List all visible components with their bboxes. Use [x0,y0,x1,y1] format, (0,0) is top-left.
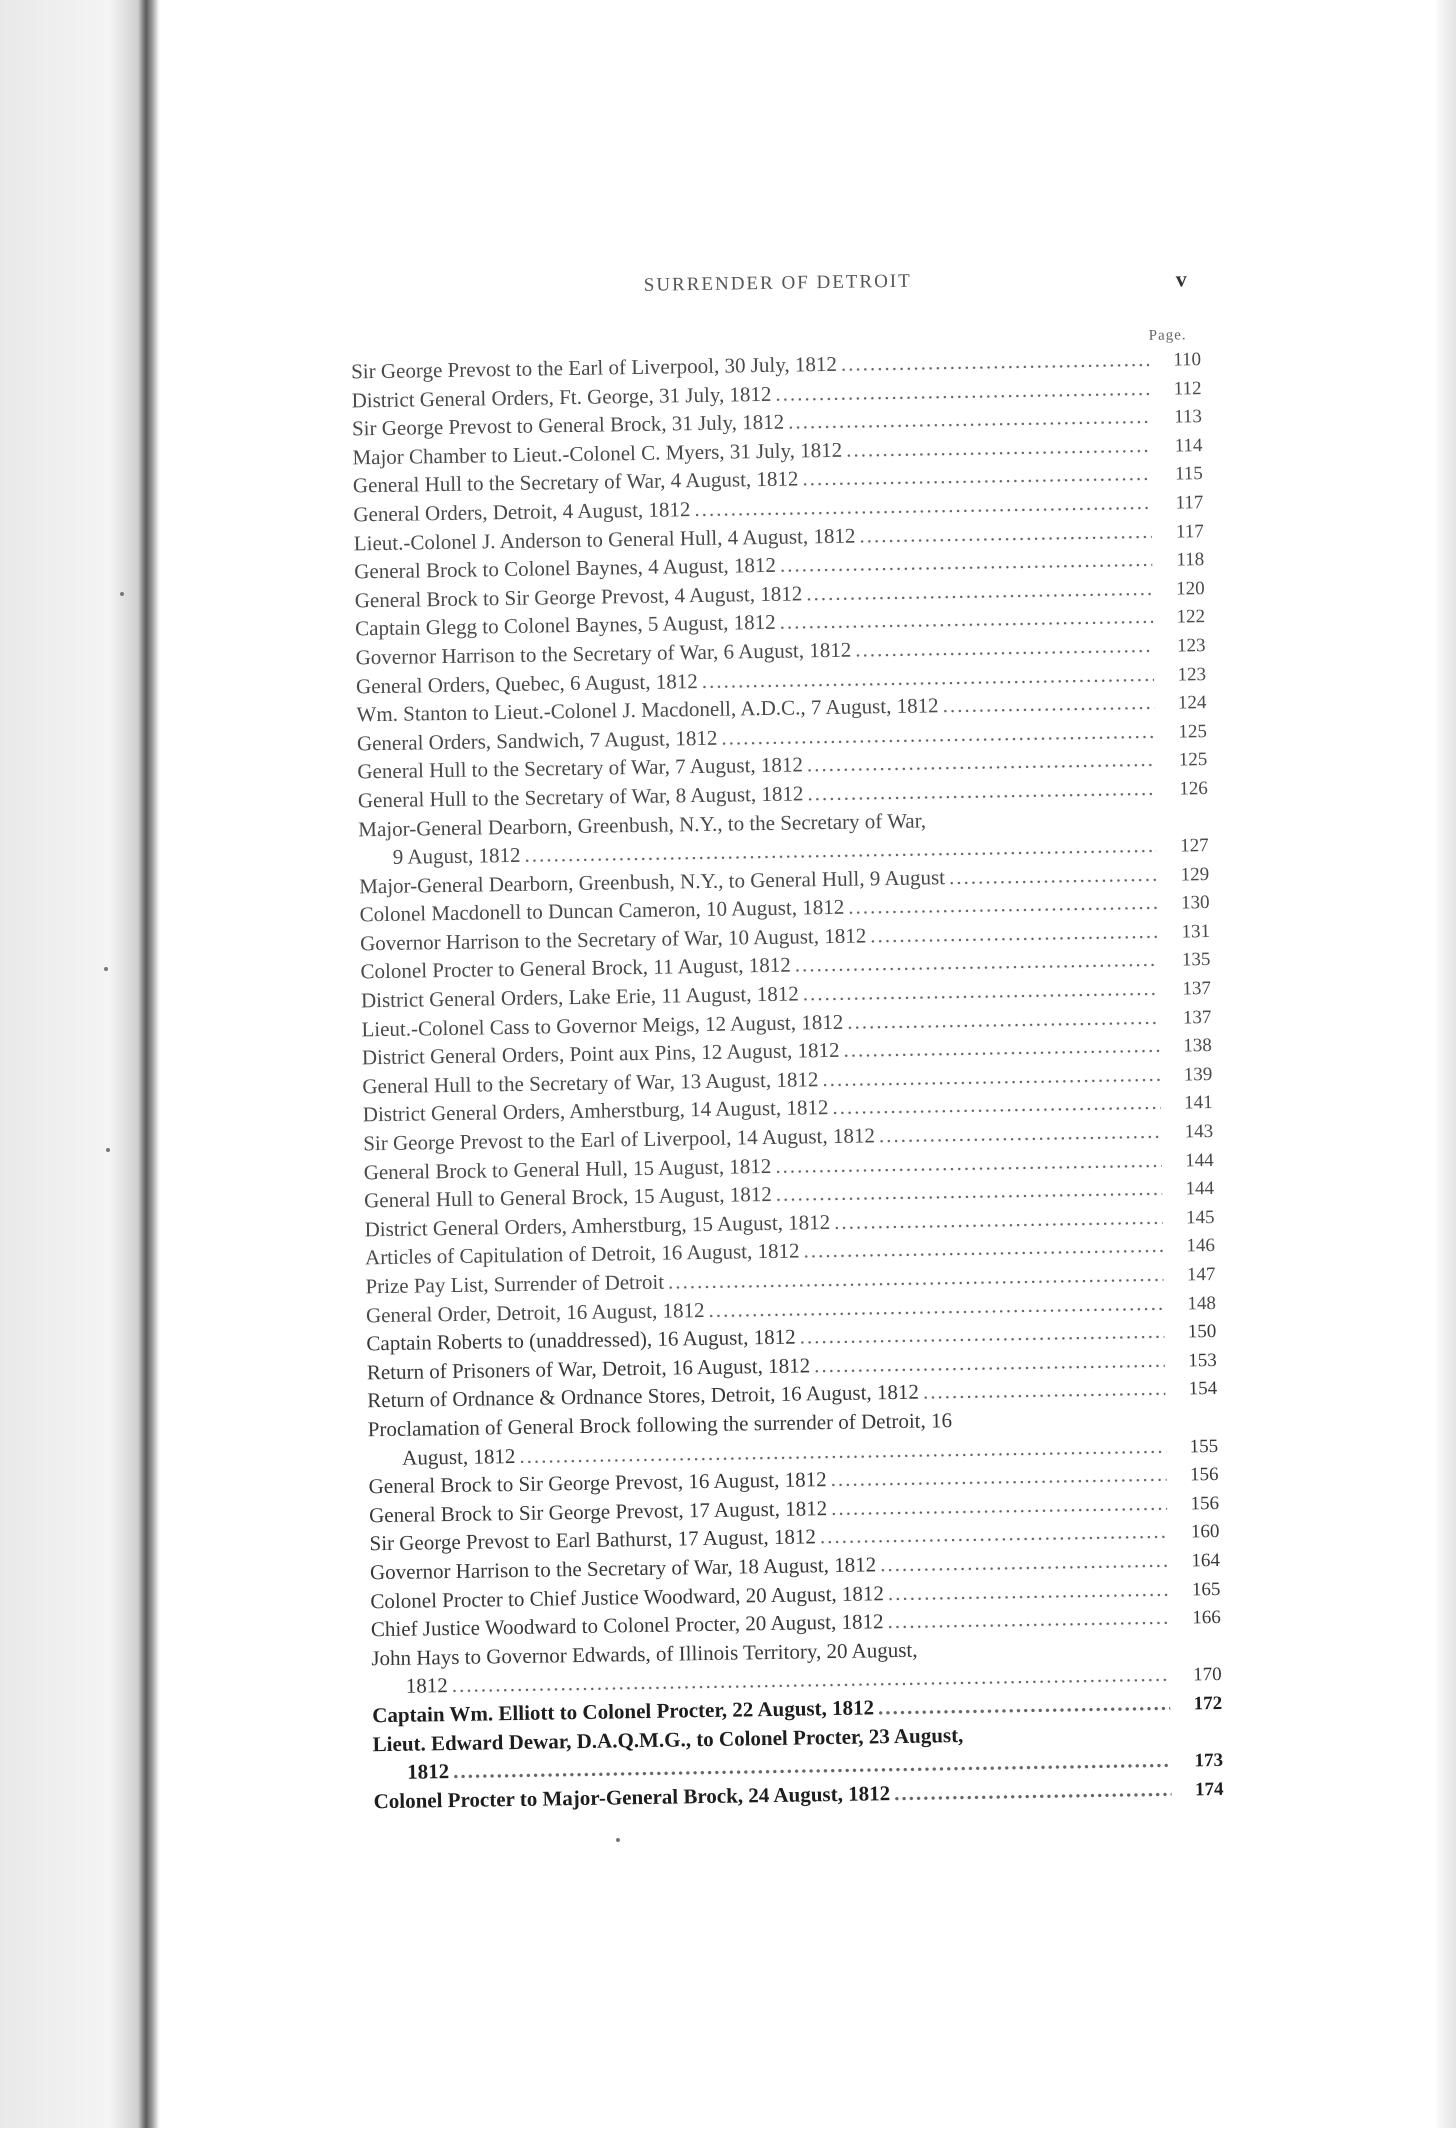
toc-page-number: 139 [1183,1063,1213,1086]
toc-page-number: 126 [1179,777,1208,800]
toc-page-number: 114 [1174,434,1203,457]
toc-entry-title: District General Orders, Amherstburg, 15 August, 1812 [364,1209,831,1242]
toc-page-number: 123 [1176,634,1206,657]
toc-page-number: 115 [1174,463,1204,485]
toc-entry-title: Sir George Prevost to Earl Bathurst, 17 August, 1812 [369,1524,817,1556]
toc-page-number: 120 [1175,577,1205,600]
toc-entry-title: Sir George Prevost to the Earl of Liverpool, 30 July, 1812 [350,351,838,384]
toc-entry-title: Colonel Procter to Chief Justice Woodward, 20 August, 1812 [370,1580,885,1613]
toc-page-number: 125 [1178,720,1208,743]
toc-entry-title: Governor Harrison to the Secretary of War, 10 August, 1812 [359,923,867,956]
dot-leader [888,1574,1169,1607]
toc-entry-title: Colonel Procter to General Brock, 11 August, 1812 [360,953,791,984]
toc-page-number: 147 [1186,1263,1216,1286]
toc-entry-title: Return of Ordnance & Ordnance Stores, Detroit, 16 August, 1812 [367,1380,920,1413]
toc-page-number: 170 [1193,1664,1222,1686]
toc-entry-title: General Hull to the Secretary of War, 7 August, 1812 [357,752,804,784]
dot-leader [887,1603,1169,1636]
toc-page-number: 130 [1180,892,1210,914]
toc-page-number: 135 [1181,949,1211,971]
toc-page-number: 137 [1182,978,1212,1000]
dot-leader [880,1546,1168,1579]
toc-page-number: 127 [1180,835,1209,857]
dot-leader [949,860,1158,892]
toc-page-number: 113 [1173,406,1203,428]
dot-leader [878,1689,1171,1722]
toc-entry-title: Captain Wm. Elliott to Colonel Procter, 22 August, 1812 [372,1695,875,1728]
toc-page-number: 174 [1194,1778,1224,1801]
dot-leader [870,917,1158,950]
toc-entry-title: Chief Justice Woodward to Colonel Procter, 20 August, 1812 [370,1609,884,1642]
toc-entry-title: Prize Pay List, Surrender of Detroit [365,1269,665,1299]
toc-entry-title: District General Orders, Lake Erie, 11 August, 1812 [360,981,799,1013]
toc-page-number: 164 [1191,1549,1221,1572]
toc-entry-title: Major-General Dearborn, Greenbush, N.Y., to General Hull, 9 August [359,864,946,899]
toc-page-number: 129 [1180,863,1210,886]
toc-page-number: 112 [1173,377,1202,400]
toc-entry-title: District General Orders, Ft. George, 31 July, 1812 [351,381,772,413]
toc-entry-title: Lieut.-Colonel J. Anderson to General Hull, 4 August, 1812 [353,523,856,555]
toc-entry-title: General Brock to Sir George Prevost, 17 August, 1812 [368,1495,828,1528]
toc-page-number: 148 [1187,1292,1217,1315]
toc-entry-title: Major Chamber to Lieut.-Colonel C. Myers, 31 July, 1812 [352,437,843,470]
toc-page-number: 155 [1189,1435,1219,1457]
toc-entry-title: Major-General Dearborn, Greenbush, N.Y., to the Secretary of War, [358,807,927,841]
toc-entry-title: General Hull to General Brock, 15 August, 1812 [363,1182,772,1213]
toc-entry-title: John Hays to Governor Edwards, of Illinois Territory, 20 August, [371,1637,918,1670]
dot-leader [923,1374,1166,1406]
dot-leader [807,774,1156,808]
toc-page-number: 117 [1175,520,1204,543]
toc-entry-title: General Hull to the Secretary of War, 13 August, 1812 [362,1067,819,1099]
toc-page-number: 166 [1192,1607,1221,1629]
toc-page-number: 124 [1177,692,1207,714]
toc-entry-title: Colonel Procter to Major-General Brock, 24 August, 1812 [373,1780,891,1813]
toc-entry-title-continued: 1812 [406,1759,450,1784]
toc-entry-title: Colonel Macdonell to Duncan Cameron, 10 August, 1812 [359,895,845,927]
toc-page-number: 110 [1173,349,1202,371]
running-head: SURRENDER OF DETROIT [643,270,912,296]
toc-entry-title: Sir George Prevost to General Brock, 31 July, 1812 [351,409,785,441]
toc-page-number: 156 [1190,1492,1220,1515]
page-column-label: Page. [1148,327,1187,344]
toc-page-number: 131 [1181,920,1211,943]
toc-entry-title: General Orders, Detroit, 4 August, 1812 [353,497,691,527]
toc-entry-title: General Brock to General Hull, 15 August, 1812 [363,1153,772,1184]
toc-page-number: 137 [1182,1006,1212,1029]
toc-entry-title: General Brock to Colonel Baynes, 4 August, 1812 [354,552,777,584]
dot-leader [942,688,1154,720]
toc-page-number: 122 [1176,606,1206,628]
dot-leader [855,631,1154,664]
toc-page-number: 144 [1185,1178,1215,1200]
toc-entry-title: General Brock to Sir George Prevost, 4 August, 1812 [354,581,803,613]
toc-entry-title: Governor Harrison to the Secretary of War, 18 August, 1812 [369,1552,877,1585]
dot-leader [894,1774,1172,1807]
toc-page-number: 117 [1175,492,1204,514]
toc-page-number: 165 [1191,1578,1221,1600]
toc-page-number: 156 [1189,1464,1219,1486]
toc-entry-title: General Hull to the Secretary of War, 8 August, 1812 [357,781,804,813]
toc-entry-title: Articles of Capitulation of Detroit, 16 August, 1812 [364,1238,800,1270]
toc-page-number: 146 [1186,1235,1216,1257]
page-number: v [1175,266,1187,292]
toc-page-number: 145 [1185,1206,1215,1229]
toc-page-number: 123 [1177,663,1207,686]
toc-page-number: 118 [1176,549,1205,571]
toc-page-number: 138 [1183,1035,1212,1057]
dot-leader [879,1117,1162,1150]
toc-page-number: 173 [1194,1750,1224,1772]
toc-entry-title: Captain Glegg to Colonel Baynes, 5 August, 1812 [354,610,776,641]
toc-page-number: 172 [1193,1692,1223,1715]
toc-entry-title: Governor Harrison to the Secretary of War, 6 August, 1812 [355,637,852,670]
toc-entry-title: Return of Prisoners of War, Detroit, 16 August, 1812 [366,1353,811,1385]
toc-entry-title: General Orders, Quebec, 6 August, 1812 [355,668,698,698]
toc-entry-title: Proclamation of General Brock following the surrender of Detroit, 16 [367,1408,953,1442]
toc-entry-title: Lieut. Edward Dewar, D.A.Q.M.G., to Colonel Procter, 23 August, [372,1722,964,1756]
toc-entry-title: General Brock to Sir George Prevost, 16 August, 1812 [368,1467,827,1499]
toc-entry-title: District General Orders, Amherstburg, 14 August, 1812 [362,1095,829,1127]
dot-leader [859,516,1152,549]
toc-page-number: 150 [1187,1321,1217,1343]
toc-entry-title: District General Orders, Point aux Pins, 12 August, 1812 [361,1038,840,1070]
toc-page-number: 160 [1190,1521,1220,1543]
toc-entry-title-continued: 9 August, 1812 [392,842,521,869]
toc-entry-title-continued: 1812 [405,1673,448,1699]
toc-entry-title: Lieut.-Colonel Cass to Governor Meigs, 12 August, 1812 [361,1009,844,1042]
toc-entry-title: Sir George Prevost to the Earl of Liverpool, 14 August, 1812 [363,1123,876,1156]
toc-page-number: 143 [1184,1121,1214,1143]
toc-page-number: 154 [1188,1378,1218,1400]
toc-page-number: 153 [1188,1349,1217,1372]
toc-page-number: 125 [1178,749,1208,771]
table-of-contents [351,344,1224,1815]
toc-entry-title-continued: August, 1812 [401,1443,516,1470]
toc-entry-title: General Order, Detroit, 16 August, 1812 [365,1297,705,1327]
toc-page-number: 141 [1184,1092,1213,1114]
toc-entry-title: Wm. Stanton to Lieut.-Colonel J. Macdonell, A.D.C., 7 August, 1812 [356,693,939,727]
toc-entry-title: General Orders, Sandwich, 7 August, 1812 [356,725,718,756]
toc-entry-title: Captain Roberts to (unaddressed), 16 August, 1812 [366,1324,796,1356]
toc-entry-title: General Hull to the Secretary of War, 4 August, 1812 [352,466,799,498]
toc-page-number: 144 [1184,1149,1214,1172]
